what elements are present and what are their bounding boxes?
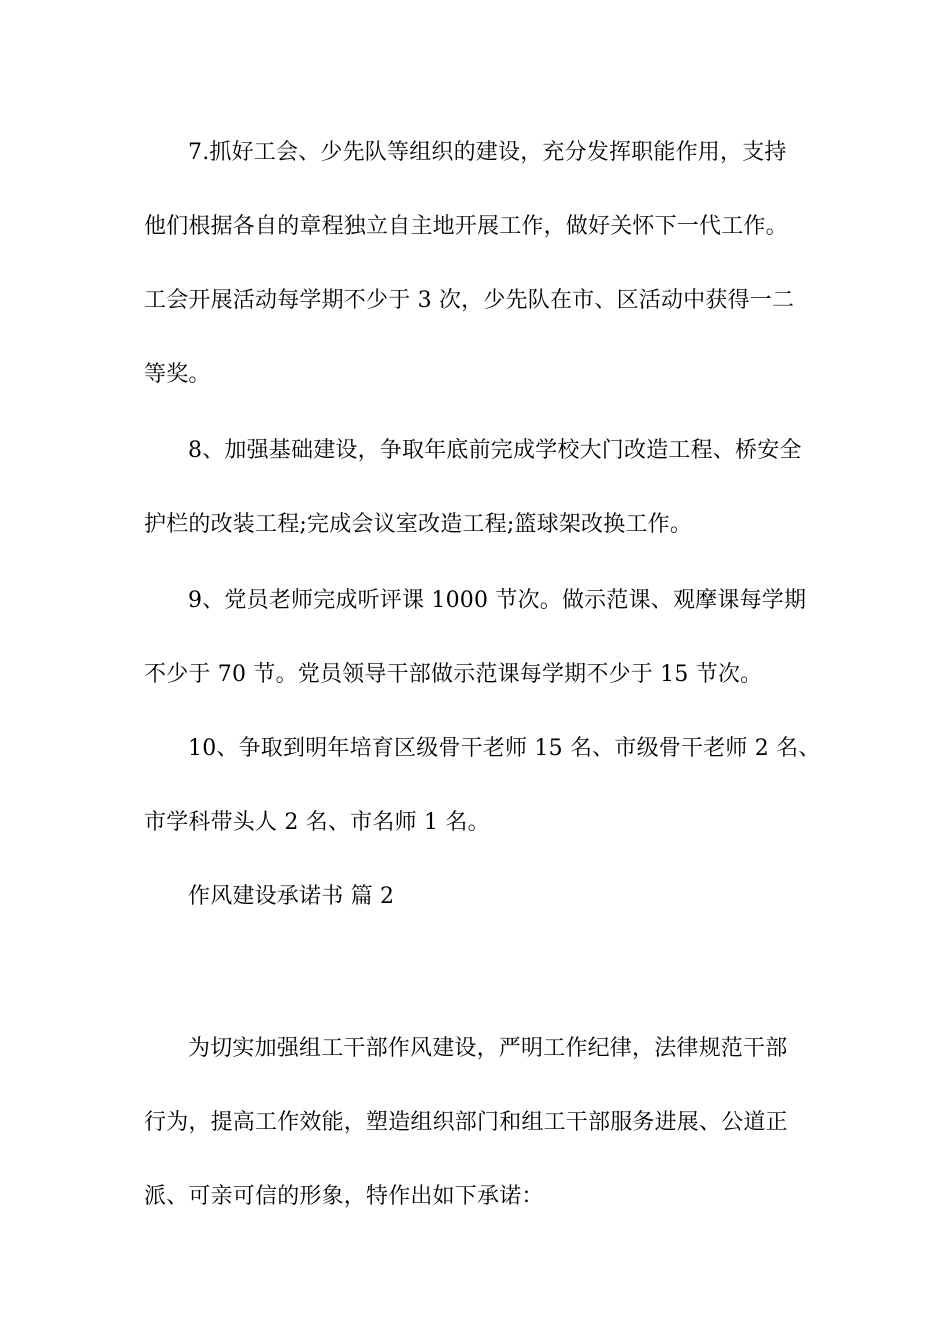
paragraph-7-line-1: 7.抓好工会、少先队等组织的建设，充分发挥职能作用，支持: [188, 140, 787, 165]
section-heading: 作风建设承诺书 篇 2: [188, 884, 395, 909]
paragraph-7-line-2: 他们根据各自的章程独立自主地开展工作，做好关怀下一代工作。: [144, 214, 788, 239]
paragraph-9-line-1: 9、党员老师完成听评课 1000 节次。做示范课、观摩课每学期: [188, 588, 807, 613]
paragraph-8-line-1: 8、加强基础建设，争取年底前完成学校大门改造工程、桥安全: [188, 438, 802, 463]
pledge-paragraph-line-2: 行为，提高工作效能，塑造组织部门和组工干部服务进展、公道正: [144, 1110, 788, 1135]
paragraph-8-line-2: 护栏的改装工程;完成会议室改造工程;篮球架改换工作。: [144, 512, 693, 537]
pledge-paragraph-line-3: 派、可亲可信的形象，特作出如下承诺：: [144, 1184, 544, 1209]
pledge-paragraph-line-1: 为切实加强组工干部作风建设，严明工作纪律，法律规范干部: [188, 1036, 788, 1061]
paragraph-7-line-3: 工会开展活动每学期不少于 3 次，少先队在市、区活动中获得一二: [144, 288, 795, 313]
paragraph-10-line-1: 10、争取到明年培育区级骨干老师 15 名、市级骨干老师 2 名、: [188, 736, 821, 761]
paragraph-7-line-4: 等奖。: [144, 362, 211, 387]
paragraph-10-line-2: 市学科带头人 2 名、市名师 1 名。: [144, 810, 490, 835]
paragraph-9-line-2: 不少于 70 节。党员领导干部做示范课每学期不少于 15 节次。: [144, 662, 763, 687]
